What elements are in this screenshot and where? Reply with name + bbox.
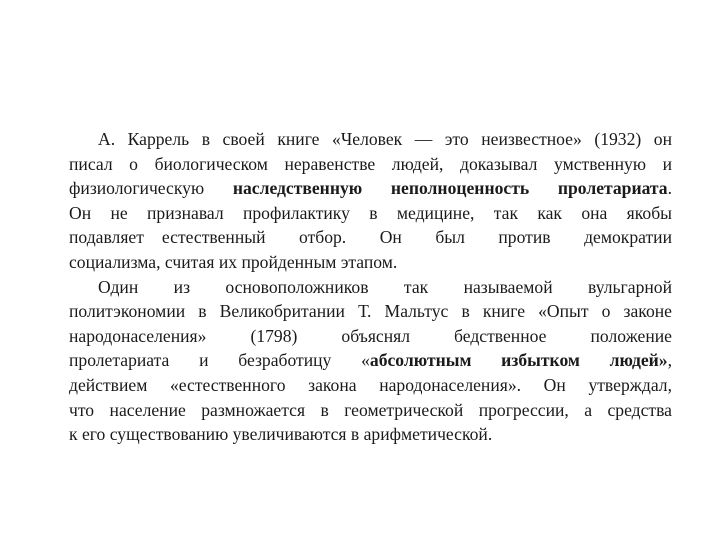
text-line [69, 225, 672, 250]
paragraph-malthus [69, 275, 672, 447]
text-line: политэкономии в Великобритании Т. Мальтус в книге «Опыт о законе [69, 301, 672, 322]
text-run: пролетариата и безработицу « [69, 350, 370, 371]
text-line: социализма, считая их пройденным этапом. [69, 251, 398, 272]
text-line: писал о биологическом неравенстве людей, доказывал умственную и [69, 153, 672, 174]
paragraph-carrel [69, 127, 672, 275]
text-run: подавляет [69, 227, 144, 248]
text-line: Он не признавал профилактику в медицине, так как она якобы [69, 202, 672, 223]
text-line: Один из основоположников так называемой вульгарной [98, 276, 672, 297]
text-line [69, 176, 672, 201]
text-line: что население размножается в геометрической прогрессии, а средства [69, 399, 672, 420]
body-text [69, 127, 672, 447]
bold-phrase: абсолютным избытком людей» [369, 350, 668, 371]
text-line: А. Каррель в своей книге «Человек — это неизвестное» (1932) он [98, 129, 672, 149]
text-line: действием «естественного закона народонаселения». Он утверждал, [69, 374, 672, 395]
text-run: . [667, 178, 672, 199]
text-line: народонаселения» (1798) объяснял бедственное положение [69, 325, 672, 346]
text-run: физиологическую [69, 178, 233, 199]
text-run: естественный отбор. Он был против демократии [161, 227, 672, 248]
text-line [69, 348, 672, 373]
text-run: , [667, 350, 672, 371]
text-line: к его существованию увеличиваются в арифметической. [69, 424, 493, 445]
bold-phrase: наследственную неполноценность пролетариата [232, 178, 668, 199]
